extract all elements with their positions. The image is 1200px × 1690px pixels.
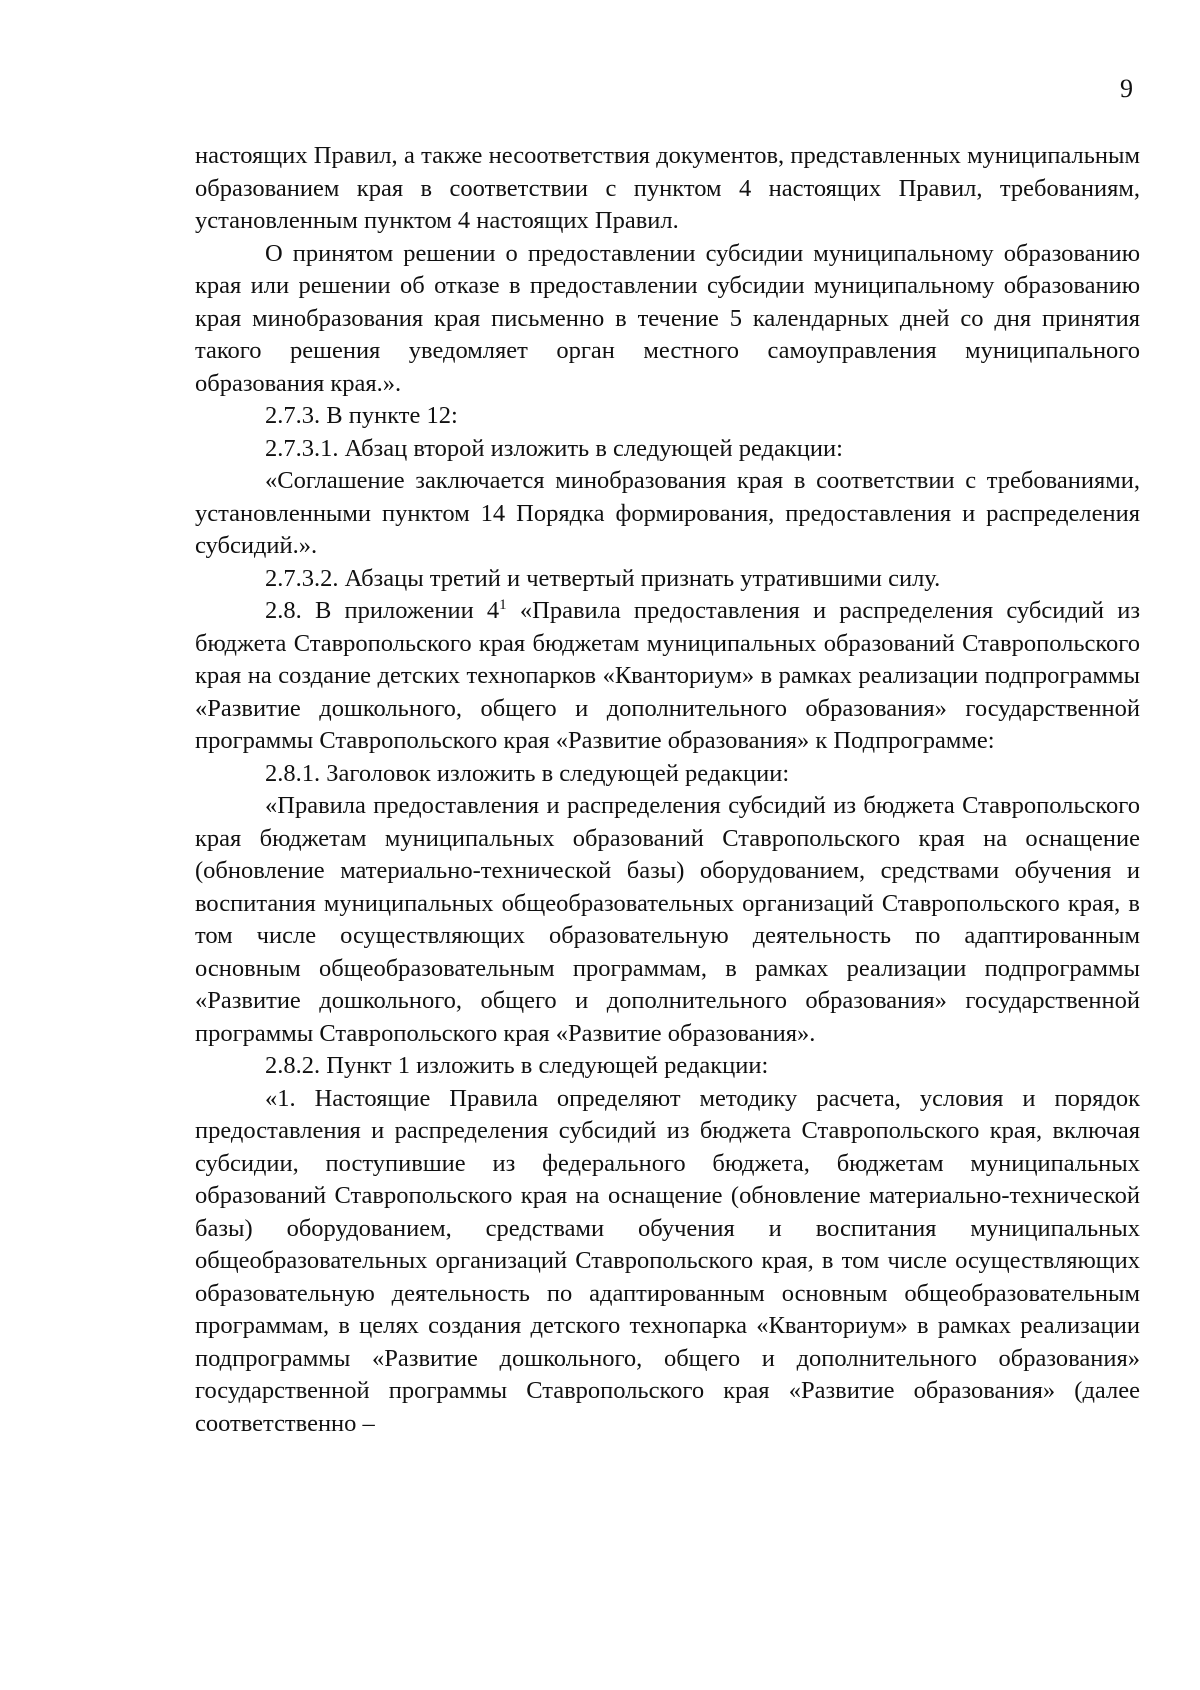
document-body (195, 140, 1140, 1440)
paragraph-agreement-quote: «Соглашение заключается минобразования края в соответствии с требованиями, установленными пунктом 14 Порядка формирования, предоставления и распределения субсидий.». (195, 467, 1140, 559)
paragraph-decision-notification: О принятом решении о предоставлении субсидии муниципальному образованию края или решении об отказе в предоставлении субсидии муниципальному образованию края минобразования края письменно в течение 5 календарных дней со дня принятия такого решения уведомляет орган местного самоуправления муниципального образования края.». (195, 239, 1140, 397)
paragraph-2-8-lead: 2.8. В приложении 4 (265, 597, 500, 624)
paragraph-2-7-3: 2.7.3. В пункте 12: (265, 402, 458, 429)
paragraph-2-7-3-2: 2.7.3.2. Абзацы третий и четвертый признать утратившими силу. (265, 564, 941, 592)
paragraph-rules-continuation: настоящих Правил, а также несоответствия документов, представленных муниципальным образованием края в соответствии с пунктом 4 настоящих Правил, требованиям, установленным пунктом 4 настоящих Правил. (195, 142, 1140, 234)
paragraph-2-8 (195, 595, 1140, 758)
paragraph-2-8-2: 2.8.2. Пункт 1 изложить в следующей редакции: (265, 1052, 769, 1079)
superscript-index: 1 (499, 596, 507, 613)
paragraph-2-8-1: 2.8.1. Заголовок изложить в следующей редакции: (265, 759, 790, 787)
paragraph-point-1-quote: «1. Настоящие Правила определяют методику расчета, условия и порядок предоставления и распределения субсидий из бюджета Ставропольского края, включая субсидии, поступившие из федерального бюджета, бюджетам муниципальных образований Ставропольского края на оснащение (обновление материально-технической базы) оборудованием, средствами обучения и воспитания муниципальных общеобразовательных организаций Ставропольского края, в том числе осуществляющих образовательную деятельность по адаптированным основным общеобразовательным программам, в целях создания детского технопарка «Кванториум» в рамках реализации подпрограммы «Развитие дошкольного, общего и дополнительного образования» государственной программы Ставропольского края «Развитие образования» (далее соответственно – (195, 1084, 1140, 1437)
paragraph-2-8-rest: «Правила предоставления и распределения субсидий из бюджета Ставропольского края бюджетам муниципальных образований Ставропольского края на создание детских технопарков «Кванториум» в рамках реализации подпрограммы «Развитие дошкольного, общего и дополнительного образования» государственной программы Ставропольского края «Развитие образования» к Подпрограмме: (195, 597, 1140, 754)
paragraph-new-title-quote: «Правила предоставления и распределения субсидий из бюджета Ставропольского края бюджетам муниципальных образований Ставропольского края на оснащение (обновление материально-технической базы) оборудованием, средствами обучения и воспитания муниципальных общеобразовательных организаций Ставропольского края, в том числе осуществляющих образовательную деятельность по адаптированным основным общеобразовательным программам, в рамках реализации подпрограммы «Развитие дошкольного, общего и дополнительного образования» государственной программы Ставропольского края «Развитие образования». (195, 792, 1140, 1047)
paragraph-2-7-3-1: 2.7.3.1. Абзац второй изложить в следующей редакции: (265, 434, 843, 462)
page-number: 9 (1120, 74, 1133, 103)
